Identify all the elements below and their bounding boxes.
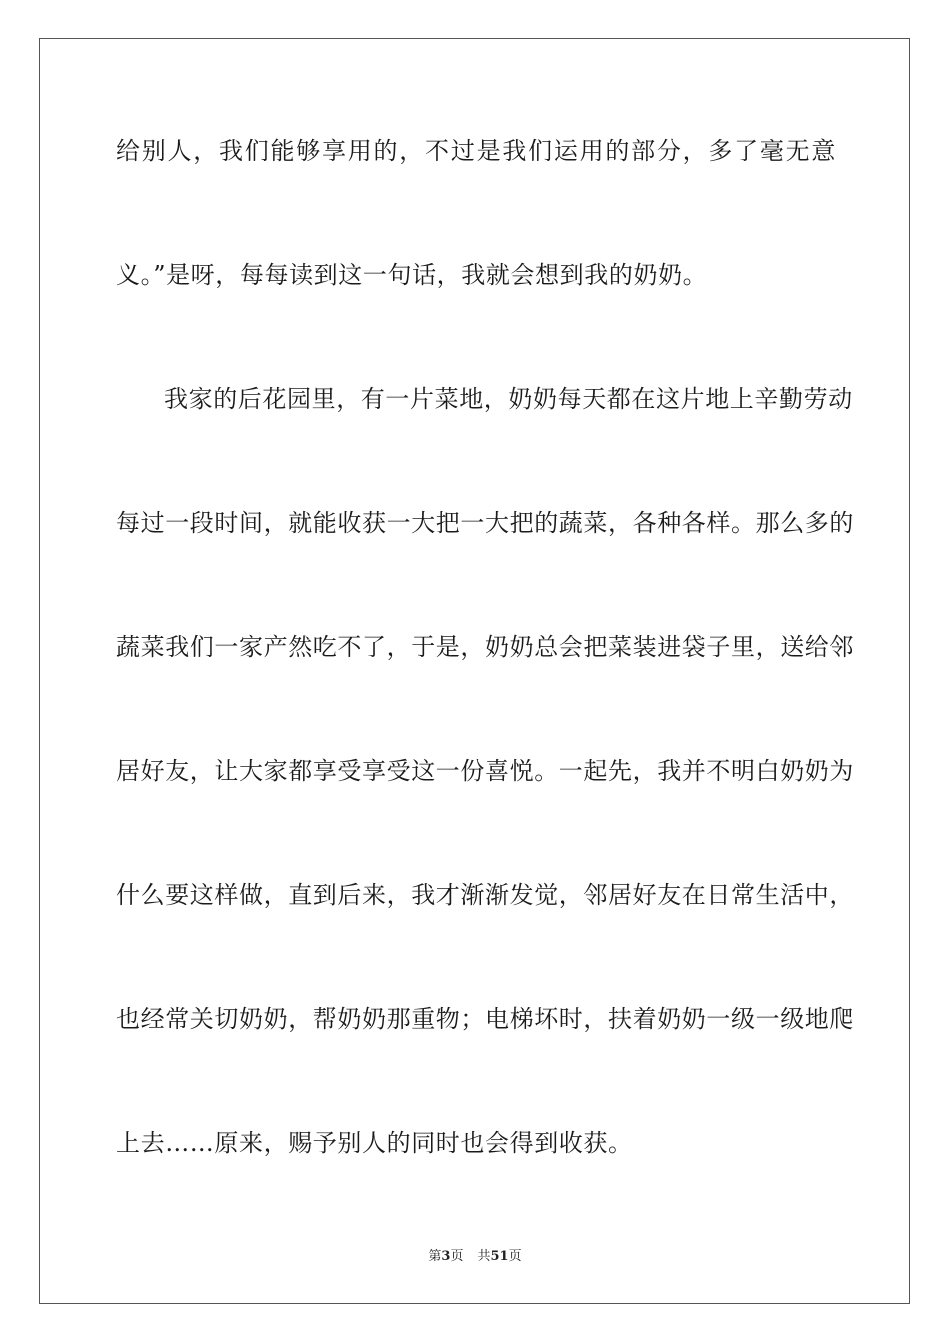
page-number: 3 bbox=[441, 1249, 451, 1264]
text-line-6: 居好友，让大家都享受享受这一份喜悦。一起先，我并不明白奶奶为 bbox=[116, 757, 854, 785]
text-line-1: 给别人，我们能够享用的，不过是我们运用的部分，多了毫无意 bbox=[116, 137, 836, 165]
text-line-8: 也经常关切奶奶，帮奶奶那重物；电梯坏时，扶着奶奶一级一级地爬 bbox=[116, 1005, 854, 1033]
text-line-3: 我家的后花园里，有一片菜地，奶奶每天都在这片地上辛勤劳动 bbox=[164, 385, 853, 413]
page-footer bbox=[0, 1248, 950, 1266]
page-prefix: 第 bbox=[428, 1249, 442, 1264]
text-line-4: 每过一段时间，就能收获一大把一大把的蔬菜，各种各样。那么多的 bbox=[116, 509, 854, 537]
total-prefix: 共 bbox=[477, 1249, 491, 1264]
text-line-9: 上去……原来，赐予别人的同时也会得到收获。 bbox=[116, 1129, 633, 1157]
text-line-7: 什么要这样做，直到后来，我才渐渐发觉，邻居好友在日常生活中， bbox=[116, 881, 854, 909]
text-line-2: 义。”是呀，每每读到这一句话，我就会想到我的奶奶。 bbox=[116, 261, 708, 289]
page-suffix: 页 bbox=[450, 1249, 464, 1264]
total-pages: 51 bbox=[490, 1249, 509, 1264]
text-line-5: 蔬菜我们一家产然吃不了，于是，奶奶总会把菜装进袋子里，送给邻 bbox=[116, 633, 854, 661]
total-suffix: 页 bbox=[508, 1249, 522, 1264]
page-border bbox=[39, 38, 910, 1304]
